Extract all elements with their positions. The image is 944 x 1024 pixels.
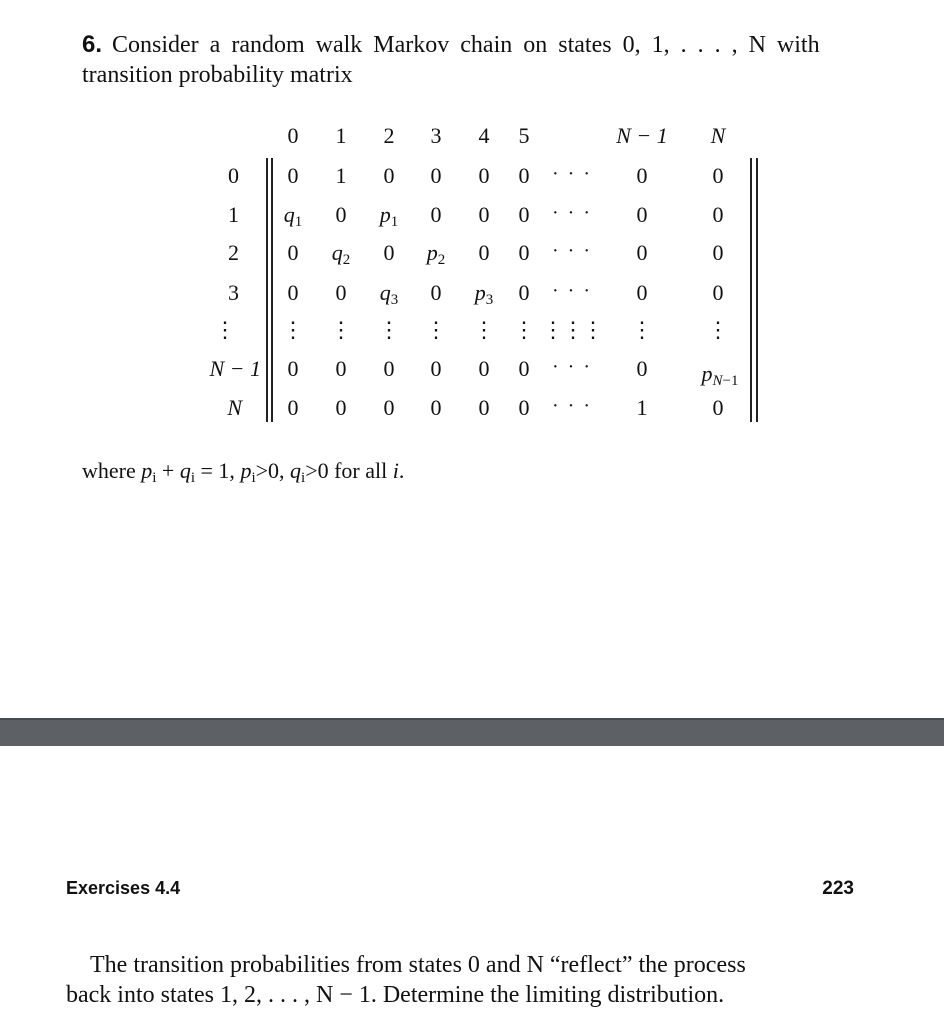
matrix-cell: $p_1$ <box>379 202 399 230</box>
matrix-cell: 0 <box>518 395 530 420</box>
matrix-ddots: ⋮⋮⋮ <box>542 317 602 342</box>
matrix-left-bar <box>271 158 273 422</box>
matrix-cell: 0 <box>518 163 530 188</box>
continuation-line-2: back into states 1, 2, . . . , N − 1. Determine the limiting distribution. <box>66 982 725 1008</box>
matrix-cell: 0 <box>636 240 648 265</box>
matrix-hdots: · · · <box>552 356 592 378</box>
matrix-cell: 0 <box>518 280 530 305</box>
matrix-cell: $q_2$ <box>331 240 351 268</box>
matrix-cell: 0 <box>518 356 530 381</box>
matrix-cell: 0 <box>712 163 724 188</box>
matrix-cell: 0 <box>636 280 648 305</box>
matrix-cell: $p_{N-1}$ <box>701 361 739 389</box>
matrix-hdots: · · · <box>552 395 592 417</box>
matrix-cell: 0 <box>478 163 490 188</box>
row-label: 2 <box>228 240 239 265</box>
problem-number: 6. <box>82 31 103 58</box>
matrix-cell: 0 <box>335 202 347 227</box>
col-header: 5 <box>518 123 530 148</box>
matrix-cell: 0 <box>636 356 648 381</box>
matrix-cell: 0 <box>335 280 347 305</box>
matrix-hdots: · · · <box>552 280 592 302</box>
matrix-cell: 0 <box>287 280 299 305</box>
matrix-cell: $p_3$ <box>474 280 494 308</box>
matrix-cell: 0 <box>712 202 724 227</box>
matrix-right-bar <box>756 158 758 422</box>
page-number: 223 <box>822 878 854 899</box>
matrix-cell: 0 <box>287 240 299 265</box>
matrix-hdots: · · · <box>552 240 592 262</box>
section-footer: Exercises 4.4 <box>66 878 181 898</box>
matrix-cell: 0 <box>636 163 648 188</box>
matrix-cell: 0 <box>430 356 442 381</box>
matrix-cell: 0 <box>383 395 395 420</box>
matrix-vdots: ⋮ <box>631 317 653 342</box>
matrix-cell: 0 <box>712 240 724 265</box>
matrix-cell: $p_2$ <box>426 240 446 268</box>
col-header: 1 <box>335 123 347 148</box>
matrix-cell: 0 <box>518 202 530 227</box>
col-header: N − 1 <box>616 123 668 148</box>
row-label: 3 <box>228 280 239 305</box>
matrix-cell: 1 <box>335 163 347 188</box>
matrix-vdots: ⋮ <box>473 317 495 342</box>
col-header: 2 <box>383 123 395 148</box>
matrix-cell: 0 <box>478 395 490 420</box>
matrix-cell: 0 <box>712 395 724 420</box>
row-label: N <box>227 395 242 420</box>
matrix-cell: 0 <box>287 395 299 420</box>
transition-matrix <box>0 0 944 460</box>
matrix-cell: $q_1$ <box>283 202 303 230</box>
problem-text-1: Consider a random walk Markov chain on states 0, 1, . . . , N with <box>112 32 820 58</box>
matrix-cell: $q_3$ <box>379 280 399 308</box>
matrix-cell: 0 <box>518 240 530 265</box>
matrix-cell: 0 <box>335 356 347 381</box>
matrix-cell: 0 <box>383 163 395 188</box>
matrix-cell: 0 <box>430 280 442 305</box>
matrix-vdots: ⋮ <box>282 317 304 342</box>
col-header: 3 <box>430 123 442 148</box>
matrix-cell: 0 <box>287 163 299 188</box>
col-header: 0 <box>287 123 299 148</box>
col-header: 4 <box>478 123 490 148</box>
matrix-cell: 0 <box>383 356 395 381</box>
matrix-cell: 0 <box>430 202 442 227</box>
condition-text: where $p_i + q_i = 1$, $p_i>0$, $q_i>0$ for all i. <box>82 458 405 486</box>
matrix-vdots: ⋮ <box>378 317 400 342</box>
matrix-hdots: · · · <box>552 202 592 224</box>
matrix-vdots: ⋮ <box>330 317 352 342</box>
matrix-cell: 0 <box>287 356 299 381</box>
matrix-hdots: · · · <box>552 163 592 185</box>
matrix-cell: 0 <box>478 356 490 381</box>
page-separator <box>0 718 944 748</box>
row-label: 0 <box>228 163 239 188</box>
matrix-cell: 0 <box>478 202 490 227</box>
row-label: ⋮ <box>214 317 236 342</box>
matrix-cell: 0 <box>712 280 724 305</box>
matrix-vdots: ⋮ <box>707 317 729 342</box>
matrix-cell: 1 <box>636 395 648 420</box>
row-label: 1 <box>228 202 239 227</box>
matrix-vdots: ⋮ <box>425 317 447 342</box>
matrix-cell: 0 <box>636 202 648 227</box>
matrix-cell: 0 <box>335 395 347 420</box>
matrix-cell: 0 <box>478 240 490 265</box>
matrix-vdots: ⋮ <box>513 317 535 342</box>
matrix-cell: 0 <box>383 240 395 265</box>
continuation-line-1: The transition probabilities from states 0 and N “reflect” the process <box>90 952 746 978</box>
matrix-cell: 0 <box>430 163 442 188</box>
matrix-left-bar <box>266 158 268 422</box>
matrix-cell: 0 <box>430 395 442 420</box>
matrix-right-bar <box>750 158 752 422</box>
problem-line-2: transition probability matrix <box>82 62 353 88</box>
col-header: N <box>710 123 726 148</box>
row-label: N − 1 <box>209 356 261 381</box>
